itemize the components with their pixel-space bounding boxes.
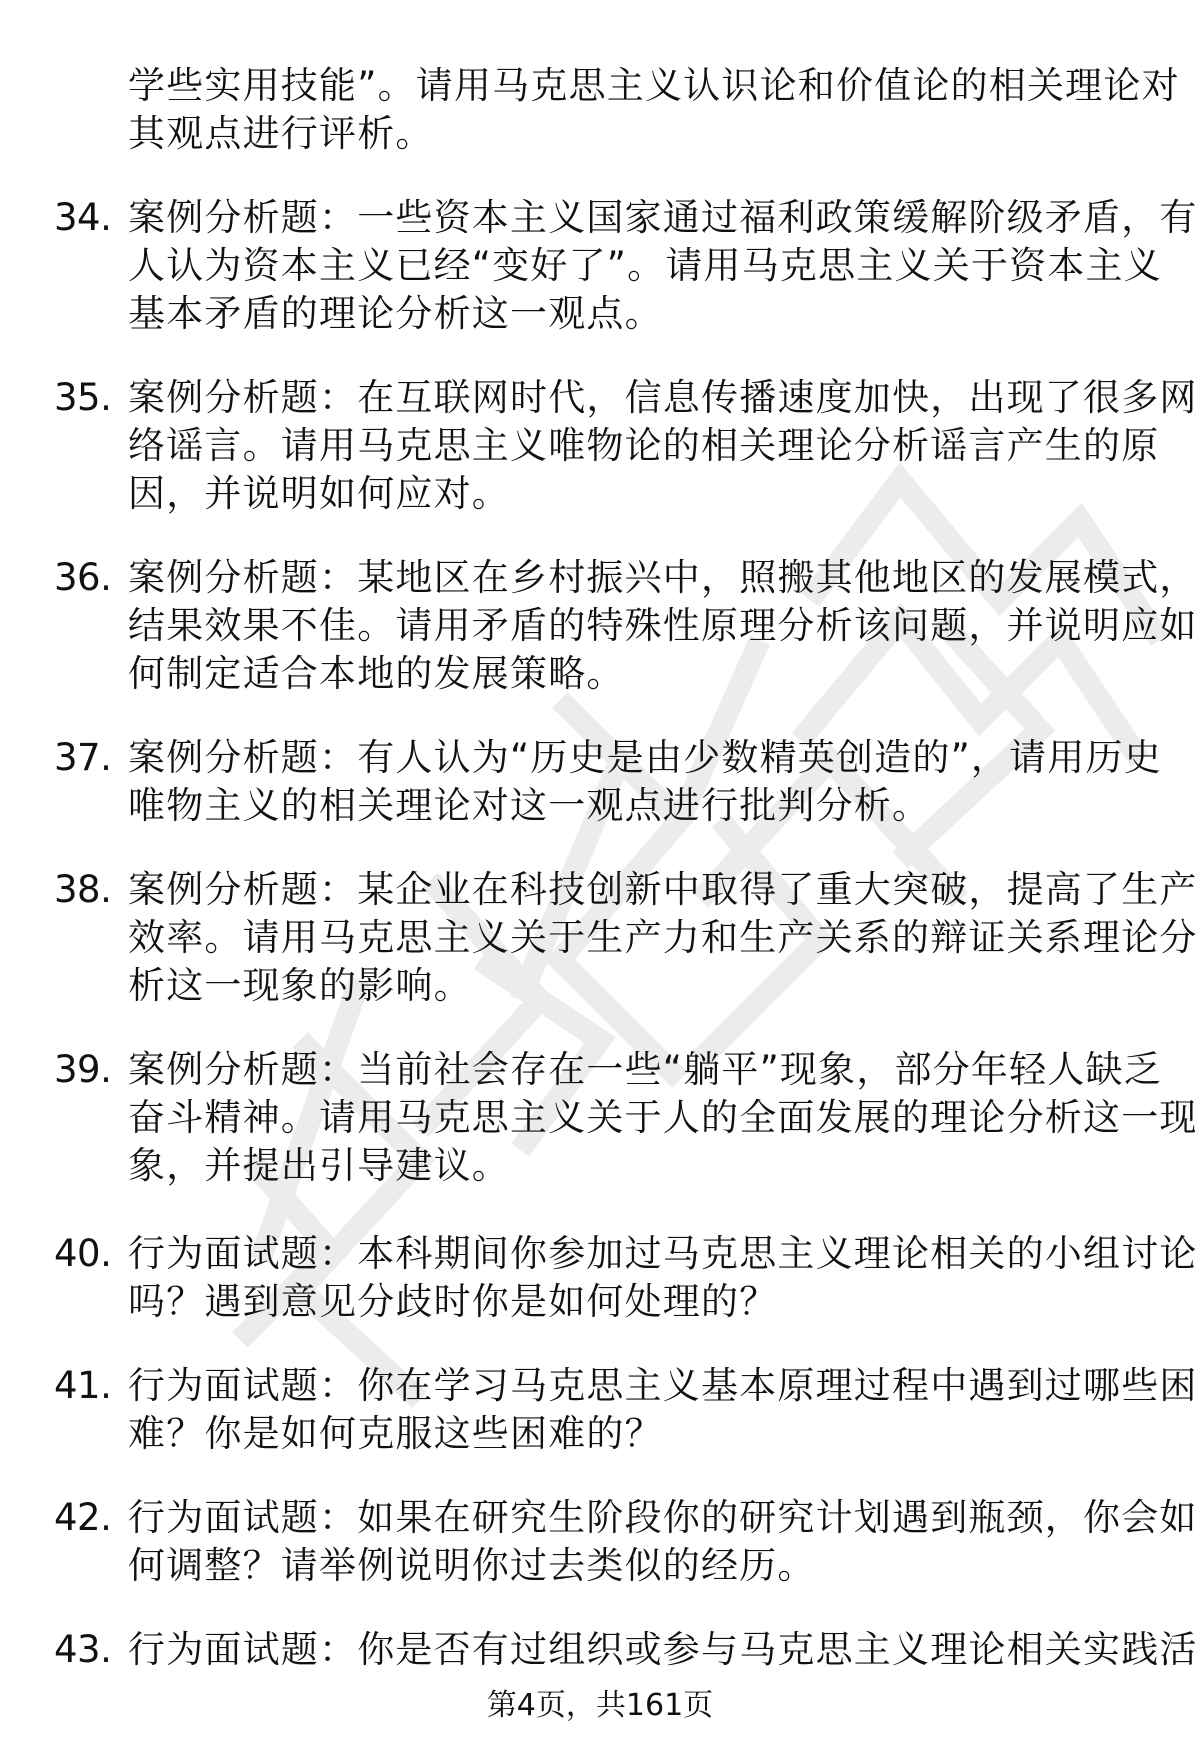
text-line: 唯物主义的相关理论对这一观点进行批判分析。 [128, 784, 931, 827]
question-text [128, 866, 1198, 1010]
text-line: 象，并提出引导建议。 [128, 1144, 510, 1187]
question-text [128, 554, 1198, 698]
text-line: 奋斗精神。请用马克思主义关于人的全面发展的理论分析这一现 [128, 1096, 1198, 1139]
text-line: 人认为资本主义已经“变好了”。请用马克思主义关于资本主义 [128, 244, 1162, 287]
text-line: 行为面试题：你在学习马克思主义基本原理过程中遇到过哪些困 [128, 1364, 1198, 1407]
text-line: 案例分析题：某地区在乡村振兴中，照搬其他地区的发展模式， [128, 556, 1198, 599]
question-number: 42. [54, 1496, 112, 1539]
text-line: 结果效果不佳。请用矛盾的特殊性原理分析该问题，并说明应如 [128, 604, 1198, 647]
question-text [128, 62, 1180, 158]
text-line: 效率。请用马克思主义关于生产力和生产关系的辩证关系理论分 [128, 916, 1198, 959]
question-number: 41. [54, 1364, 112, 1407]
text-line: 基本矛盾的理论分析这一观点。 [128, 292, 663, 335]
question-number: 36. [54, 556, 112, 599]
question-text [128, 1046, 1198, 1190]
text-line: 案例分析题：有人认为“历史是由少数精英创造的”，请用历史 [128, 736, 1162, 779]
text-line: 行为面试题：本科期间你参加过马克思主义理论相关的小组讨论 [128, 1232, 1198, 1275]
question-text [128, 194, 1198, 338]
question-number: 35. [54, 376, 112, 419]
question-text [128, 1494, 1198, 1590]
text-line: 案例分析题：当前社会存在一些“躺平”现象，部分年轻人缺乏 [128, 1048, 1162, 1091]
text-line: 其观点进行评析。 [128, 112, 434, 155]
question-number: 34. [54, 196, 112, 239]
question-text [128, 734, 1162, 830]
question-text [128, 1362, 1198, 1458]
question-number: 40. [54, 1232, 112, 1275]
text-line: 络谣言。请用马克思主义唯物论的相关理论分析谣言产生的原 [128, 424, 1160, 467]
text-line: 案例分析题：一些资本主义国家通过福利政策缓解阶级矛盾，有 [128, 196, 1198, 239]
text-line: 吗？遇到意见分歧时你是如何处理的？ [128, 1280, 778, 1323]
text-line: 因，并说明如何应对。 [128, 472, 510, 515]
question-number: 43. [54, 1628, 112, 1671]
question-text [128, 1626, 1198, 1674]
text-line: 学些实用技能”。请用马克思主义认识论和价值论的相关理论对 [128, 64, 1180, 107]
text-line: 何制定适合本地的发展策略。 [128, 652, 625, 695]
text-line: 析这一现象的影响。 [128, 964, 472, 1007]
text-line: 案例分析题：在互联网时代，信息传播速度加快，出现了很多网 [128, 376, 1198, 419]
question-number: 38. [54, 868, 112, 911]
text-line: 案例分析题：某企业在科技创新中取得了重大突破，提高了生产 [128, 868, 1198, 911]
text-line: 行为面试题：你是否有过组织或参与马克思主义理论相关实践活 [128, 1628, 1198, 1671]
question-number: 37. [54, 736, 112, 779]
page-indicator: 第4页，共161页 [486, 1688, 714, 1723]
question-number: 39. [54, 1048, 112, 1091]
text-line: 何调整？请举例说明你过去类似的经历。 [128, 1544, 816, 1587]
text-line: 难？你是如何克服这些困难的？ [128, 1412, 663, 1455]
question-text [128, 1230, 1198, 1326]
question-text [128, 374, 1198, 518]
text-line: 行为面试题：如果在研究生阶段你的研究计划遇到瓶颈，你会如 [128, 1496, 1198, 1539]
